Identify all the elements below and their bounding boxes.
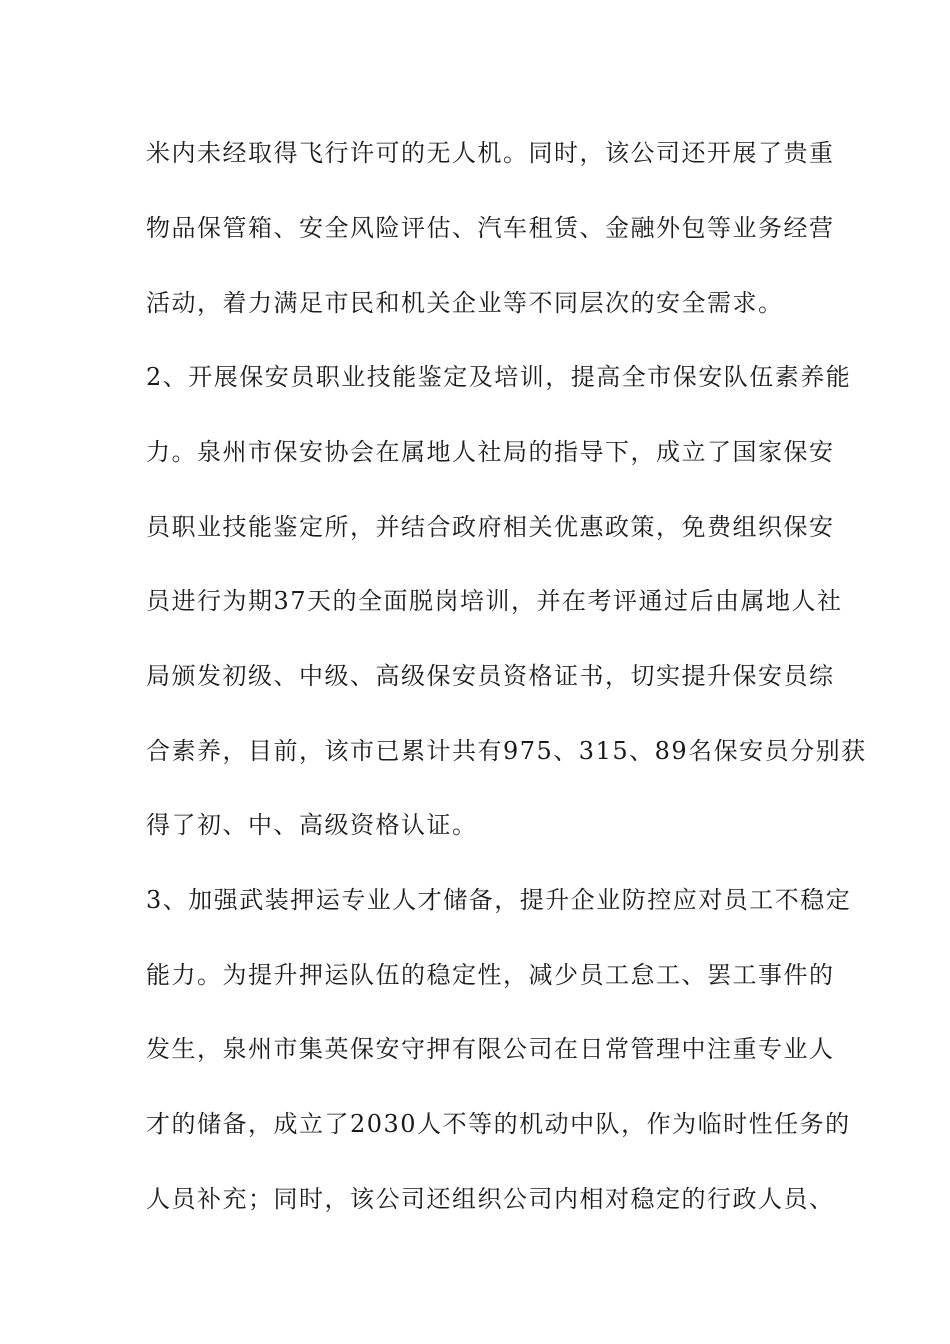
text-line: 局颁发初级、中级、高级保安员资格证书，切实提升保安员综 [146, 662, 835, 690]
text-line: 才的储备，成立了2030人不等的机动中队，作为临时性任务的 [146, 1110, 851, 1138]
text-line: 员进行为期37天的全面脱岗培训，并在考评通过后由属地人社 [146, 587, 843, 615]
text-line: 活动，着力满足市民和机关企业等不同层次的安全需求。 [146, 289, 784, 317]
text-line: 员职业技能鉴定所，并结合政府相关优惠政策，免费组织保安 [146, 513, 835, 541]
text-line: 人员补充；同时，该公司还组织公司内相对稳定的行政人员、 [146, 1185, 835, 1213]
text-line: 得了初、中、高级资格认证。 [146, 811, 478, 839]
text-line: 2、开展保安员职业技能鉴定及培训，提高全市保安队伍素养能 [146, 363, 852, 391]
text-line: 能力。为提升押运队伍的稳定性，减少员工怠工、罢工事件的 [146, 961, 835, 989]
text-line: 物品保管箱、安全风险评估、汽车租赁、金融外包等业务经营 [146, 214, 835, 242]
text-line: 3、加强武装押运专业人才储备，提升企业防控应对员工不稳定 [146, 886, 852, 914]
text-line: 米内未经取得飞行许可的无人机。同时，该公司还开展了贵重 [146, 139, 835, 167]
text-line: 合素养，目前，该市已累计共有975、315、89名保安员分别获 [146, 737, 867, 765]
text-line: 力。泉州市保安协会在属地人社局的指导下，成立了国家保安 [146, 438, 835, 466]
text-line: 发生，泉州市集英保安守押有限公司在日常管理中注重专业人 [146, 1035, 835, 1063]
